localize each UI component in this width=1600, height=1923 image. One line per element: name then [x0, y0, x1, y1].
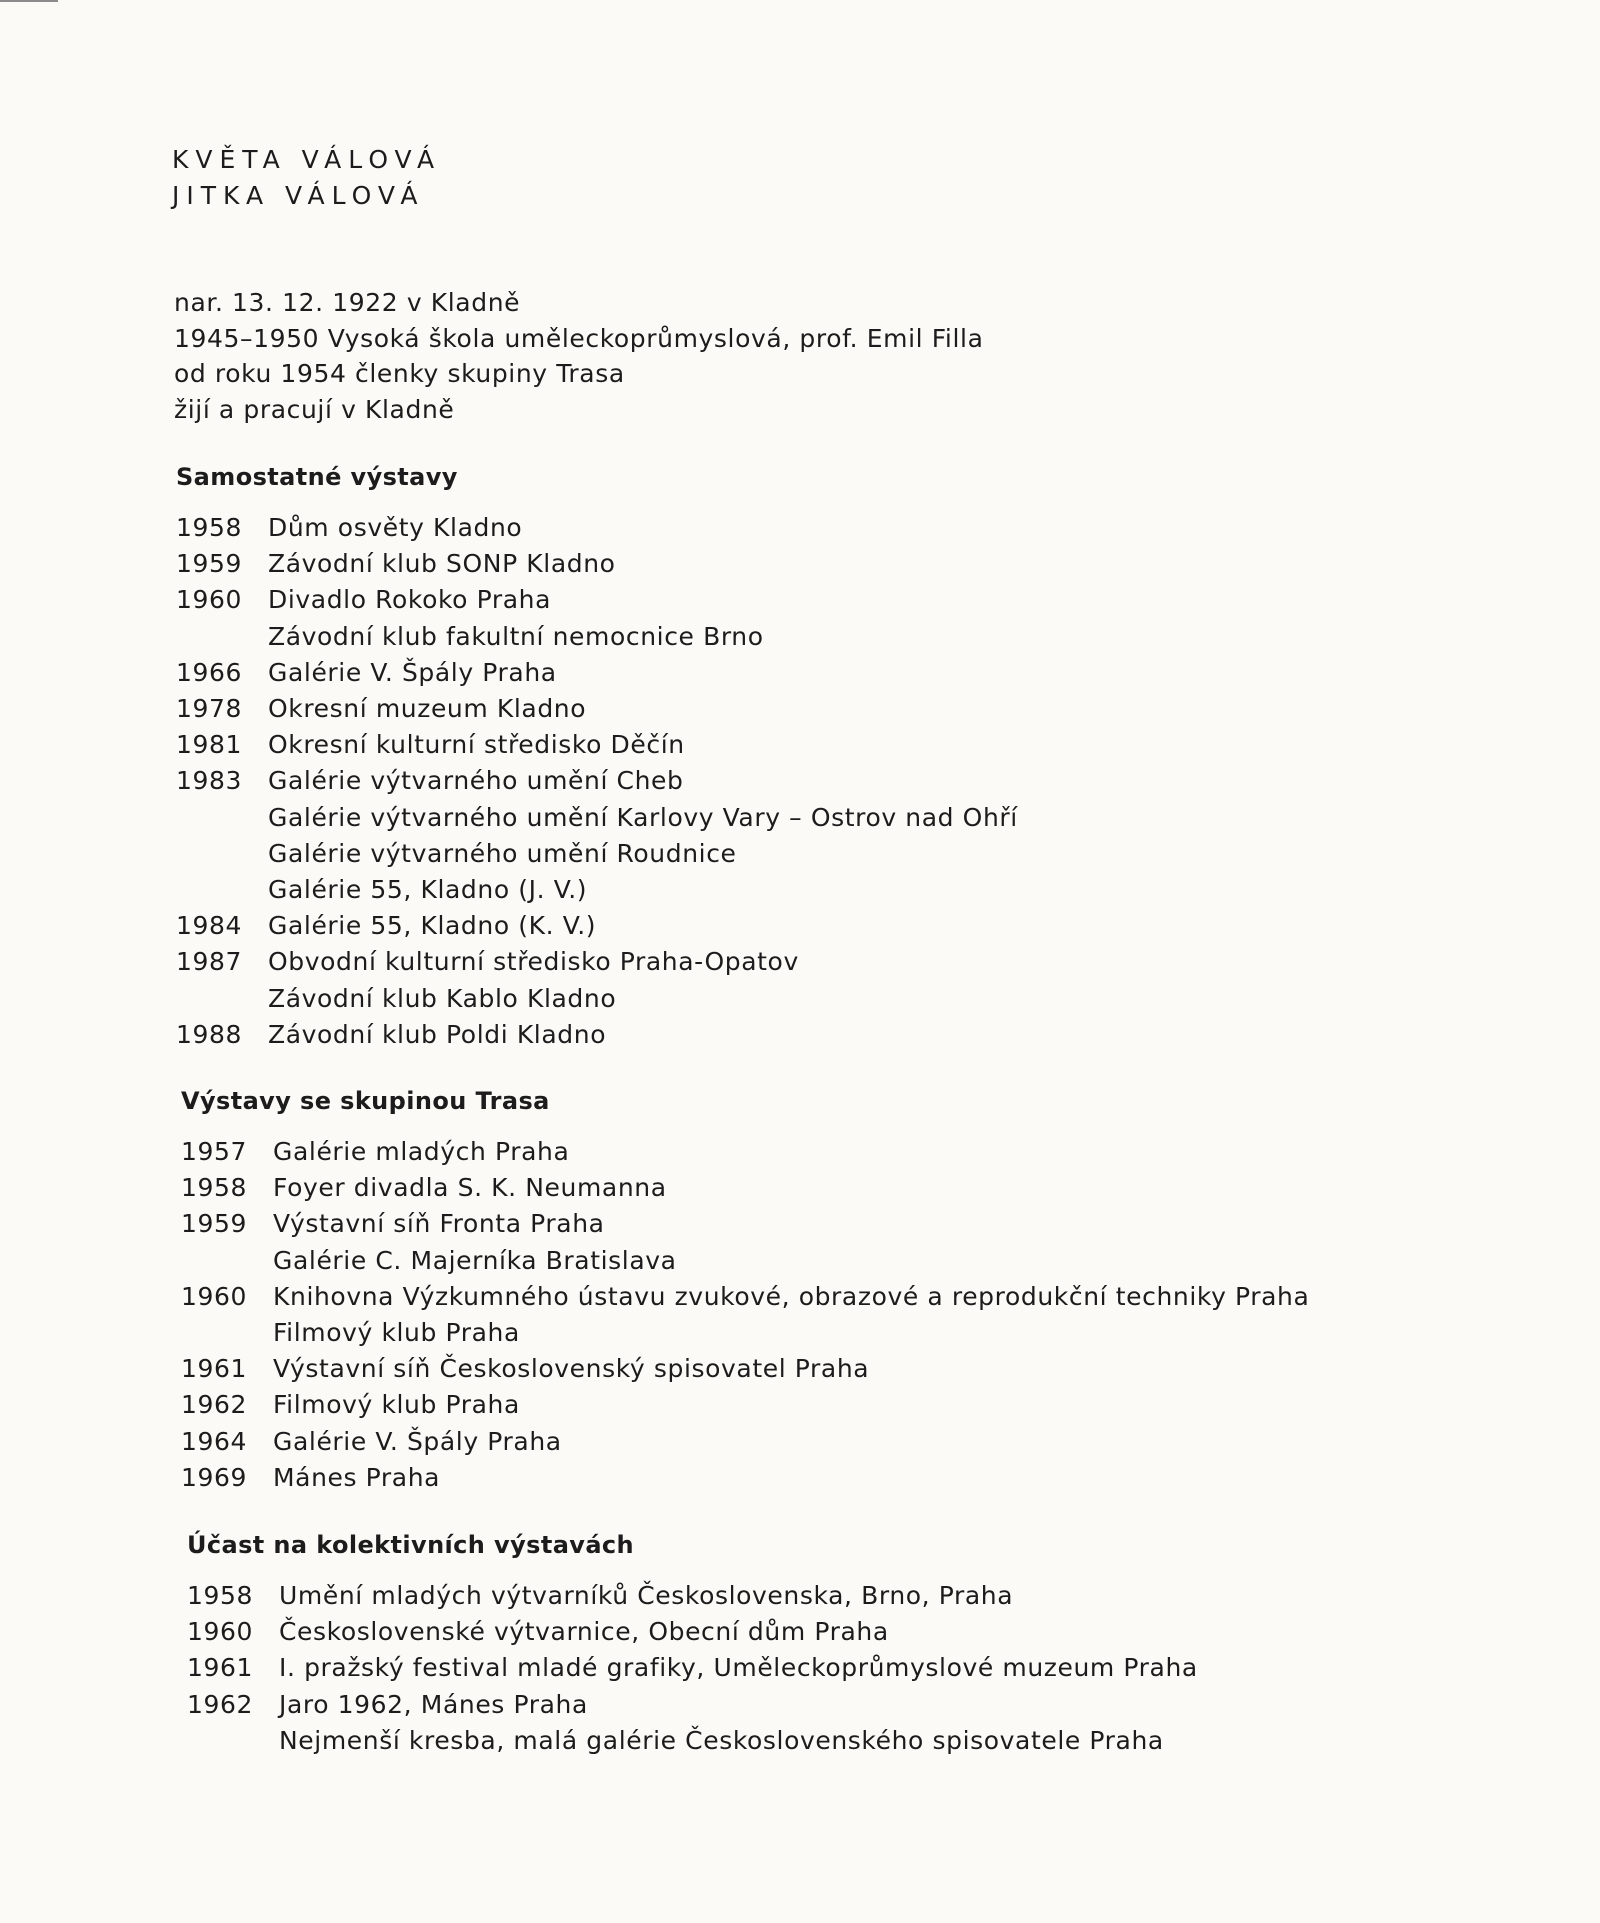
section-heading: Samostatné výstavy — [176, 463, 458, 491]
exhibition-venue: Závodní klub Poldi Kladno — [268, 1019, 607, 1049]
exhibition-venue: Galérie výtvarného umění Karlovy Vary – Ostrov nad Ohří — [268, 802, 1018, 832]
exhibition-year: 1957 — [181, 1137, 248, 1166]
exhibition-year: 1978 — [176, 694, 243, 724]
exhibition-list — [176, 510, 1018, 1053]
exhibition-year: 1958 — [176, 513, 243, 542]
exhibition-venue: Knihovna Výzkumného ústavu zvukové, obrazové a reprodukční techniky Praha — [273, 1281, 1310, 1311]
exhibition-venue: Obvodní kulturní středisko Praha-Opatov — [268, 947, 799, 977]
exhibition-entry — [176, 655, 1018, 691]
exhibition-venue: Galérie výtvarného umění Cheb — [268, 766, 684, 796]
exhibition-entry — [181, 1424, 1309, 1460]
exhibition-venue: Okresní kulturní středisko Děčín — [268, 730, 685, 760]
exhibition-entry — [176, 691, 1018, 727]
bio-line: žijí a pracují v Kladně — [174, 394, 455, 424]
exhibition-venue: Závodní klub Kablo Kladno — [268, 983, 617, 1013]
exhibition-entry — [187, 1687, 1198, 1723]
exhibition-venue: Galérie výtvarného umění Roudnice — [268, 838, 737, 868]
exhibition-venue: Galérie 55, Kladno (K. V.) — [268, 911, 597, 941]
exhibition-entry — [187, 1578, 1198, 1614]
exhibition-entry — [181, 1460, 1309, 1496]
exhibition-year: 1960 — [187, 1617, 254, 1647]
biography — [174, 285, 983, 427]
exhibition-year: 1961 — [181, 1354, 248, 1384]
exhibition-list — [181, 1134, 1309, 1496]
exhibition-year: 1959 — [176, 549, 243, 579]
exhibition-year: 1962 — [187, 1689, 254, 1719]
exhibition-venue: Mánes Praha — [273, 1462, 441, 1492]
exhibition-venue: Filmový klub Praha — [273, 1318, 520, 1348]
exhibition-entry — [176, 981, 1018, 1017]
section-heading: Výstavy se skupinou Trasa — [181, 1087, 550, 1115]
exhibition-entry — [176, 944, 1018, 980]
exhibition-venue: I. pražský festival mladé grafiky, Uměleckoprůmyslové muzeum Praha — [279, 1653, 1198, 1683]
exhibition-list — [187, 1578, 1198, 1759]
exhibition-entry — [176, 836, 1018, 872]
exhibition-entry — [187, 1723, 1198, 1759]
exhibition-year: 1988 — [176, 1019, 243, 1049]
exhibition-venue: Galérie 55, Kladno (J. V.) — [268, 875, 588, 905]
section-solo-exhibitions — [176, 462, 1018, 1053]
bio-line: nar. 13. 12. 1922 v Kladně — [174, 288, 521, 317]
exhibition-entry — [181, 1351, 1309, 1387]
exhibition-year: 1960 — [181, 1281, 248, 1311]
exhibition-venue: Československé výtvarnice, Obecní dům Praha — [279, 1617, 889, 1647]
exhibition-entry — [176, 510, 1018, 546]
bio-line: od roku 1954 členky skupiny Trasa — [174, 359, 625, 388]
exhibition-venue: Jaro 1962, Mánes Praha — [279, 1689, 588, 1719]
artist-name: JITKA VÁLOVÁ — [172, 181, 425, 210]
exhibition-year: 1960 — [176, 585, 243, 615]
exhibition-year: 1958 — [187, 1581, 254, 1610]
exhibition-year: 1981 — [176, 730, 243, 760]
exhibition-year: 1964 — [181, 1426, 248, 1456]
exhibition-entry — [181, 1279, 1309, 1315]
exhibition-entry — [181, 1315, 1309, 1351]
exhibition-entry — [176, 908, 1018, 944]
exhibition-venue: Okresní muzeum Kladno — [268, 694, 587, 724]
exhibition-venue: Umění mladých výtvarníků Československa, Brno, Praha — [279, 1581, 1014, 1610]
exhibition-year: 1969 — [181, 1462, 248, 1492]
exhibition-year: 1966 — [176, 657, 243, 687]
exhibition-venue: Výstavní síň Fronta Praha — [273, 1209, 605, 1239]
exhibition-year: 1958 — [181, 1173, 248, 1203]
exhibition-year: 1959 — [181, 1209, 248, 1239]
exhibition-venue: Galérie mladých Praha — [273, 1137, 570, 1166]
exhibition-entry — [181, 1170, 1309, 1206]
exhibition-entry — [176, 727, 1018, 763]
exhibition-entry — [181, 1387, 1309, 1423]
exhibition-entry — [176, 582, 1018, 618]
exhibition-year: 1962 — [181, 1390, 248, 1420]
exhibition-entry — [181, 1243, 1309, 1279]
exhibition-entry — [176, 619, 1018, 655]
exhibition-venue: Galérie V. Špály Praha — [273, 1426, 562, 1456]
exhibition-entry — [176, 872, 1018, 908]
exhibition-venue: Závodní klub SONP Kladno — [268, 549, 616, 579]
exhibition-venue: Filmový klub Praha — [273, 1390, 520, 1420]
exhibition-entry — [187, 1650, 1198, 1686]
exhibition-venue: Výstavní síň Československý spisovatel Praha — [273, 1354, 870, 1384]
exhibition-venue: Závodní klub fakultní nemocnice Brno — [268, 621, 764, 651]
exhibition-entry — [187, 1614, 1198, 1650]
exhibition-entry — [176, 546, 1018, 582]
artist-names — [172, 142, 441, 214]
exhibition-year: 1984 — [176, 911, 243, 941]
scan-edge-mark — [0, 0, 58, 2]
exhibition-venue: Divadlo Rokoko Praha — [268, 585, 552, 615]
section-collective-exhibitions — [187, 1530, 1198, 1759]
exhibition-year: 1983 — [176, 766, 243, 796]
exhibition-venue: Dům osvěty Kladno — [268, 513, 523, 542]
exhibition-entry — [176, 800, 1018, 836]
exhibition-venue: Foyer divadla S. K. Neumanna — [273, 1173, 667, 1203]
section-heading: Účast na kolektivních výstavách — [187, 1531, 635, 1559]
exhibition-venue: Galérie C. Majerníka Bratislava — [273, 1245, 677, 1275]
exhibition-venue: Nejmenší kresba, malá galérie Československého spisovatele Praha — [279, 1725, 1164, 1755]
exhibition-entry — [181, 1206, 1309, 1242]
exhibition-venue: Galérie V. Špály Praha — [268, 657, 557, 687]
exhibition-entry — [176, 1017, 1018, 1053]
exhibition-year: 1987 — [176, 947, 243, 977]
artist-name: KVĚTA VÁLOVÁ — [172, 145, 442, 174]
section-group-exhibitions — [181, 1086, 1309, 1496]
bio-line: 1945–1950 Vysoká škola uměleckoprůmyslová, prof. Emil Filla — [174, 323, 984, 353]
exhibition-entry — [176, 763, 1018, 799]
exhibition-year: 1961 — [187, 1653, 254, 1683]
exhibition-entry — [181, 1134, 1309, 1170]
